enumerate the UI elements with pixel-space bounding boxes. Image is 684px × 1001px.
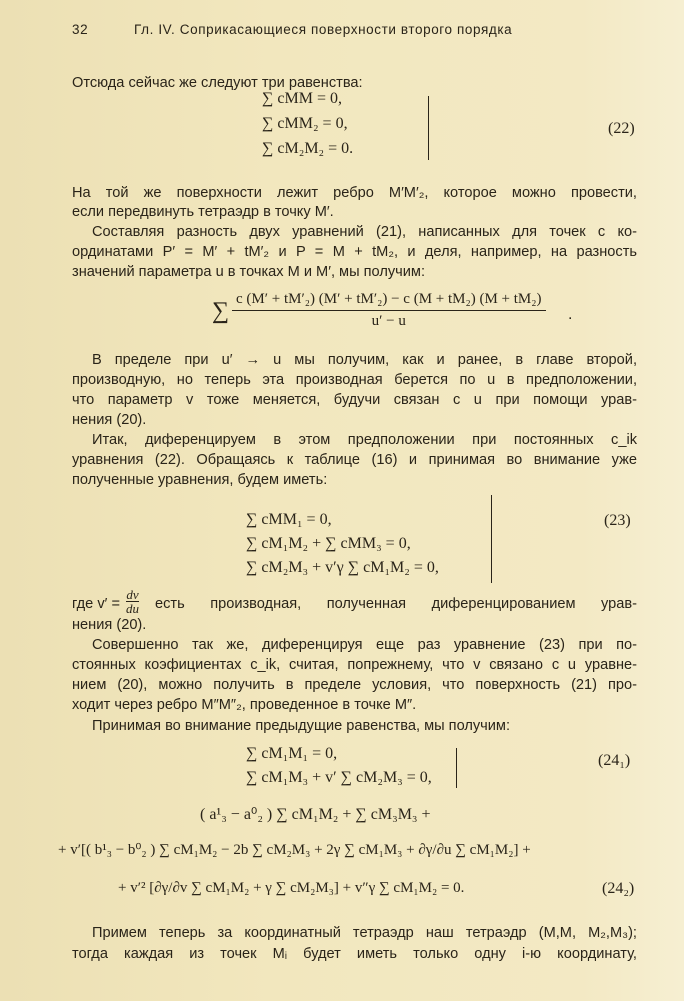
paragraph-line: ходит через ребро M″M″₂, проведенное в точке M″.: [72, 697, 417, 713]
paragraph-line: [72, 587, 637, 616]
paragraph-line: Отсюда сейчас же следуют три равенства:: [72, 75, 363, 91]
equation-number: (24₂): [602, 880, 635, 897]
fraction-numerator: c (M′ + tM′₂) (M′ + tM′₂) − c (M + tM₂) (M + tM₂): [232, 291, 546, 311]
paragraph-line: уравнения (22). Обращаясь к таблице (16) и принимая во внимание уже: [72, 452, 637, 468]
paragraph-line: нения (20).: [72, 412, 147, 428]
derivative-fraction: [126, 588, 139, 615]
paragraph-line: нения (20).: [72, 617, 147, 633]
paragraph-line: тогда каждая из точек Mᵢ будет иметь только одну i-ю координату,: [72, 946, 637, 962]
equation-24-1-line: ∑ cM₁M₁ = 0,: [246, 745, 338, 762]
equation-brace: [456, 748, 457, 788]
equation-brace: [428, 96, 429, 160]
equation-24-2-line: ( a¹₃ − a⁰₂ ) ∑ cM₁M₂ + ∑ cM₃M₃ +: [200, 806, 431, 823]
equation-23-line: ∑ cMM₁ = 0,: [246, 511, 332, 528]
fraction-numerator: dv: [126, 587, 139, 602]
paragraph-line: полученные уравнения, будем иметь:: [72, 472, 328, 488]
paragraph-line: стоянных коэфициентах c_ik, считая, попрежнему, что v связано с u уравне-: [72, 657, 637, 673]
equation-24-1-line: ∑ cM₁M₃ + v′ ∑ cM₂M₃ = 0,: [246, 769, 432, 786]
paragraph-line: Принимая во внимание предыдущие равенства, мы получим:: [92, 718, 511, 734]
running-title: Гл. IV. Соприкасающиеся поверхности второго порядка: [134, 22, 513, 37]
paragraph-line: В пределе при u′ → u мы получим, как и ранее, в главе второй,: [92, 352, 637, 368]
equation-brace: [491, 495, 492, 583]
equation-23-line: ∑ cM₁M₂ + ∑ cMM₃ = 0,: [246, 535, 411, 552]
paragraph-line: Составляя разность двух уравнений (21), написанных для точек с ко-: [92, 224, 637, 240]
paragraph-line: производную, но теперь эта производная берется по u в предположении,: [72, 372, 637, 388]
equation-24-2-line: + v′² [∂γ/∂v ∑ cM₁M₂ + γ ∑ cM₂M₃] + v″γ ∑ cM₁M₂ = 0.: [118, 880, 465, 896]
equation-22-line: ∑ cMM₂ = 0,: [262, 115, 348, 132]
paragraph-line: ординатами P′ = M′ + tM′₂ и P = M + tM₂, и деля, например, на разность: [72, 244, 637, 260]
equation-22-line: ∑ cM₂M₂ = 0.: [262, 140, 354, 157]
fraction-denominator: du: [125, 601, 139, 616]
text: где v′ =: [72, 595, 120, 612]
paragraph-line: Примем теперь за координатный тетраэдр наш тетраэдр (M,M, M₂,M₃);: [92, 925, 637, 941]
text: есть производная, полученная диференцированием урав-: [154, 595, 637, 612]
paragraph-line: нием (20), можно получить в пределе условия, что поверхность (21) про-: [72, 677, 637, 693]
equation-23-line: ∑ cM₂M₃ + v′γ ∑ cM₁M₂ = 0,: [246, 559, 439, 576]
paragraph-line: если передвинуть тетраэдр в точку M′.: [72, 204, 334, 220]
paragraph-line: На той же поверхности лежит ребро M′M′₂, которое можно провести,: [72, 185, 637, 201]
paragraph-line: значений параметра u в точках M и M′, мы получим:: [72, 264, 425, 280]
equation-22-line: ∑ cMM = 0,: [262, 90, 342, 107]
running-header: [72, 22, 512, 37]
fraction-denominator: u′ − u: [371, 313, 406, 329]
page-number: 32: [72, 22, 89, 37]
sum-symbol: ∑: [212, 298, 230, 324]
fraction-equation: [232, 291, 546, 330]
equation-period: .: [568, 306, 573, 323]
equation-number: (23): [604, 512, 631, 529]
paragraph-line: что параметр v тоже меняется, будучи связан с u при помощи урав-: [72, 392, 637, 408]
paragraph-line: Итак, диференцируем в этом предположении при постоянных c_ik: [92, 432, 637, 448]
equation-number: (24₁): [598, 752, 631, 769]
equation-24-2-line: + v′[( b¹₃ − b⁰₂ ) ∑ cM₁M₂ − 2b ∑ cM₂M₃ + 2γ ∑ cM₁M₃ + ∂γ/∂u ∑ cM₁M₂] +: [58, 842, 531, 858]
paragraph-line: Совершенно так же, диференцируя еще раз уравнение (23) при по-: [92, 637, 637, 653]
equation-number: (22): [608, 120, 635, 137]
